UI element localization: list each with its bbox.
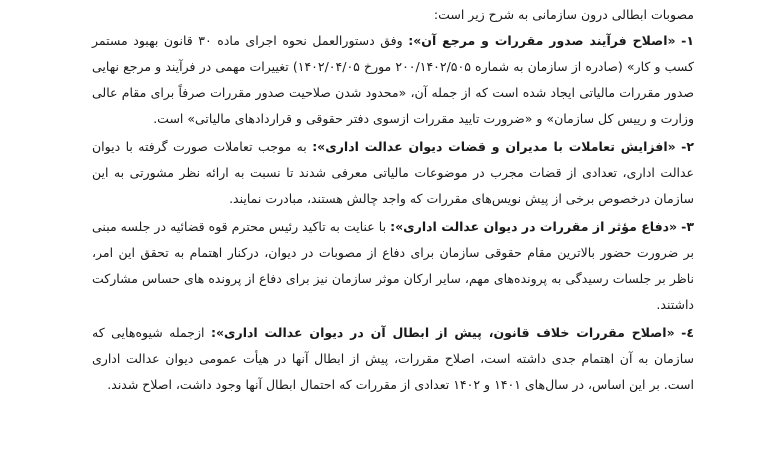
item-body: به موجب تعاملات صورت گرفته با دیوان عدالت اداری، تعدادی از قضات مجرب در موضوعات مالیاتی معرفی شدند تا نسبت به ارائه نظر مشورتی به این سازمان درخصوص برخی از پیش نویس‌های مقررات که واجد چالش هستند، مبادرت نمایند. <box>92 139 694 206</box>
list-item <box>92 320 694 398</box>
item-body: ازجمله شیوه‌هایی که سازمان به آن اهتمام جدی داشته است، اصلاح مقررات، پیش از ابطال آنها در هیأت عمومی دیوان عدالت اداری است. بر این اساس، در سال‌های ۱۴۰۱ و ۱۴۰۲ تعدادی از مقررات که احتمال ابطال آنها وجود داشت، اصلاح شدند. <box>92 325 694 392</box>
item-body: با عنایت به تاکید رئیس محترم قوه قضائیه در جلسه مبنی بر ضرورت حضور بالاترین مقام حقوقی سازمان برای دفاع از مصوبات در دیوان، درکنار اهتمام به تحقق این امر، ناظر بر جلسات رسیدگی به پرونده‌های مهم، سایر ارکان موثر سازمان نیز برای دفاع از پرونده های حساس مشارکت داشتند. <box>92 219 694 312</box>
item-heading: «دفاع مؤثر از مقررات در دیوان عدالت اداری»: <box>390 219 678 234</box>
list-item <box>92 214 694 318</box>
intro-line: مصوبات ابطالی درون سازمانی به شرح زیر است: <box>433 7 694 22</box>
item-heading: «اصلاح مقررات خلاف قانون، پیش از ابطال آن در دیوان عدالت اداری»: <box>210 325 675 340</box>
item-number: ۳- <box>681 219 694 234</box>
item-body: وفق دستورالعمل نحوه اجرای ماده ۳۰ قانون بهبود مستمر کسب و کار» (صادره از سازمان به شماره ۲۰۰/۱۴۰۲/۵۰۵ مورخ ۱۴۰۲/۰۴/۰۵) تغییرات مهمی در فرآیند و مرجع نهایی صدور مقررات مالیاتی ایجاد شده است که از جمله آن، «محدود شدن صلاحیت صدور مقررات صرفاً برای مقام عالی وزارت و رییس کل سازمان» و «ضرورت تایید مقررات ازسوی دفتر حقوقی و قراردادهای مالیاتی» است. <box>92 33 694 126</box>
item-number: ۲- <box>681 139 694 154</box>
item-heading: «افزایش تعاملات با مدیران و قضات دیوان عدالت اداری»: <box>312 139 676 154</box>
item-heading: «اصلاح فرآیند صدور مقررات و مرجع آن»: <box>408 33 676 48</box>
list-item <box>92 28 694 132</box>
item-number: ٤- <box>681 325 694 340</box>
item-number: ۱- <box>681 33 694 48</box>
list-item <box>92 134 694 212</box>
